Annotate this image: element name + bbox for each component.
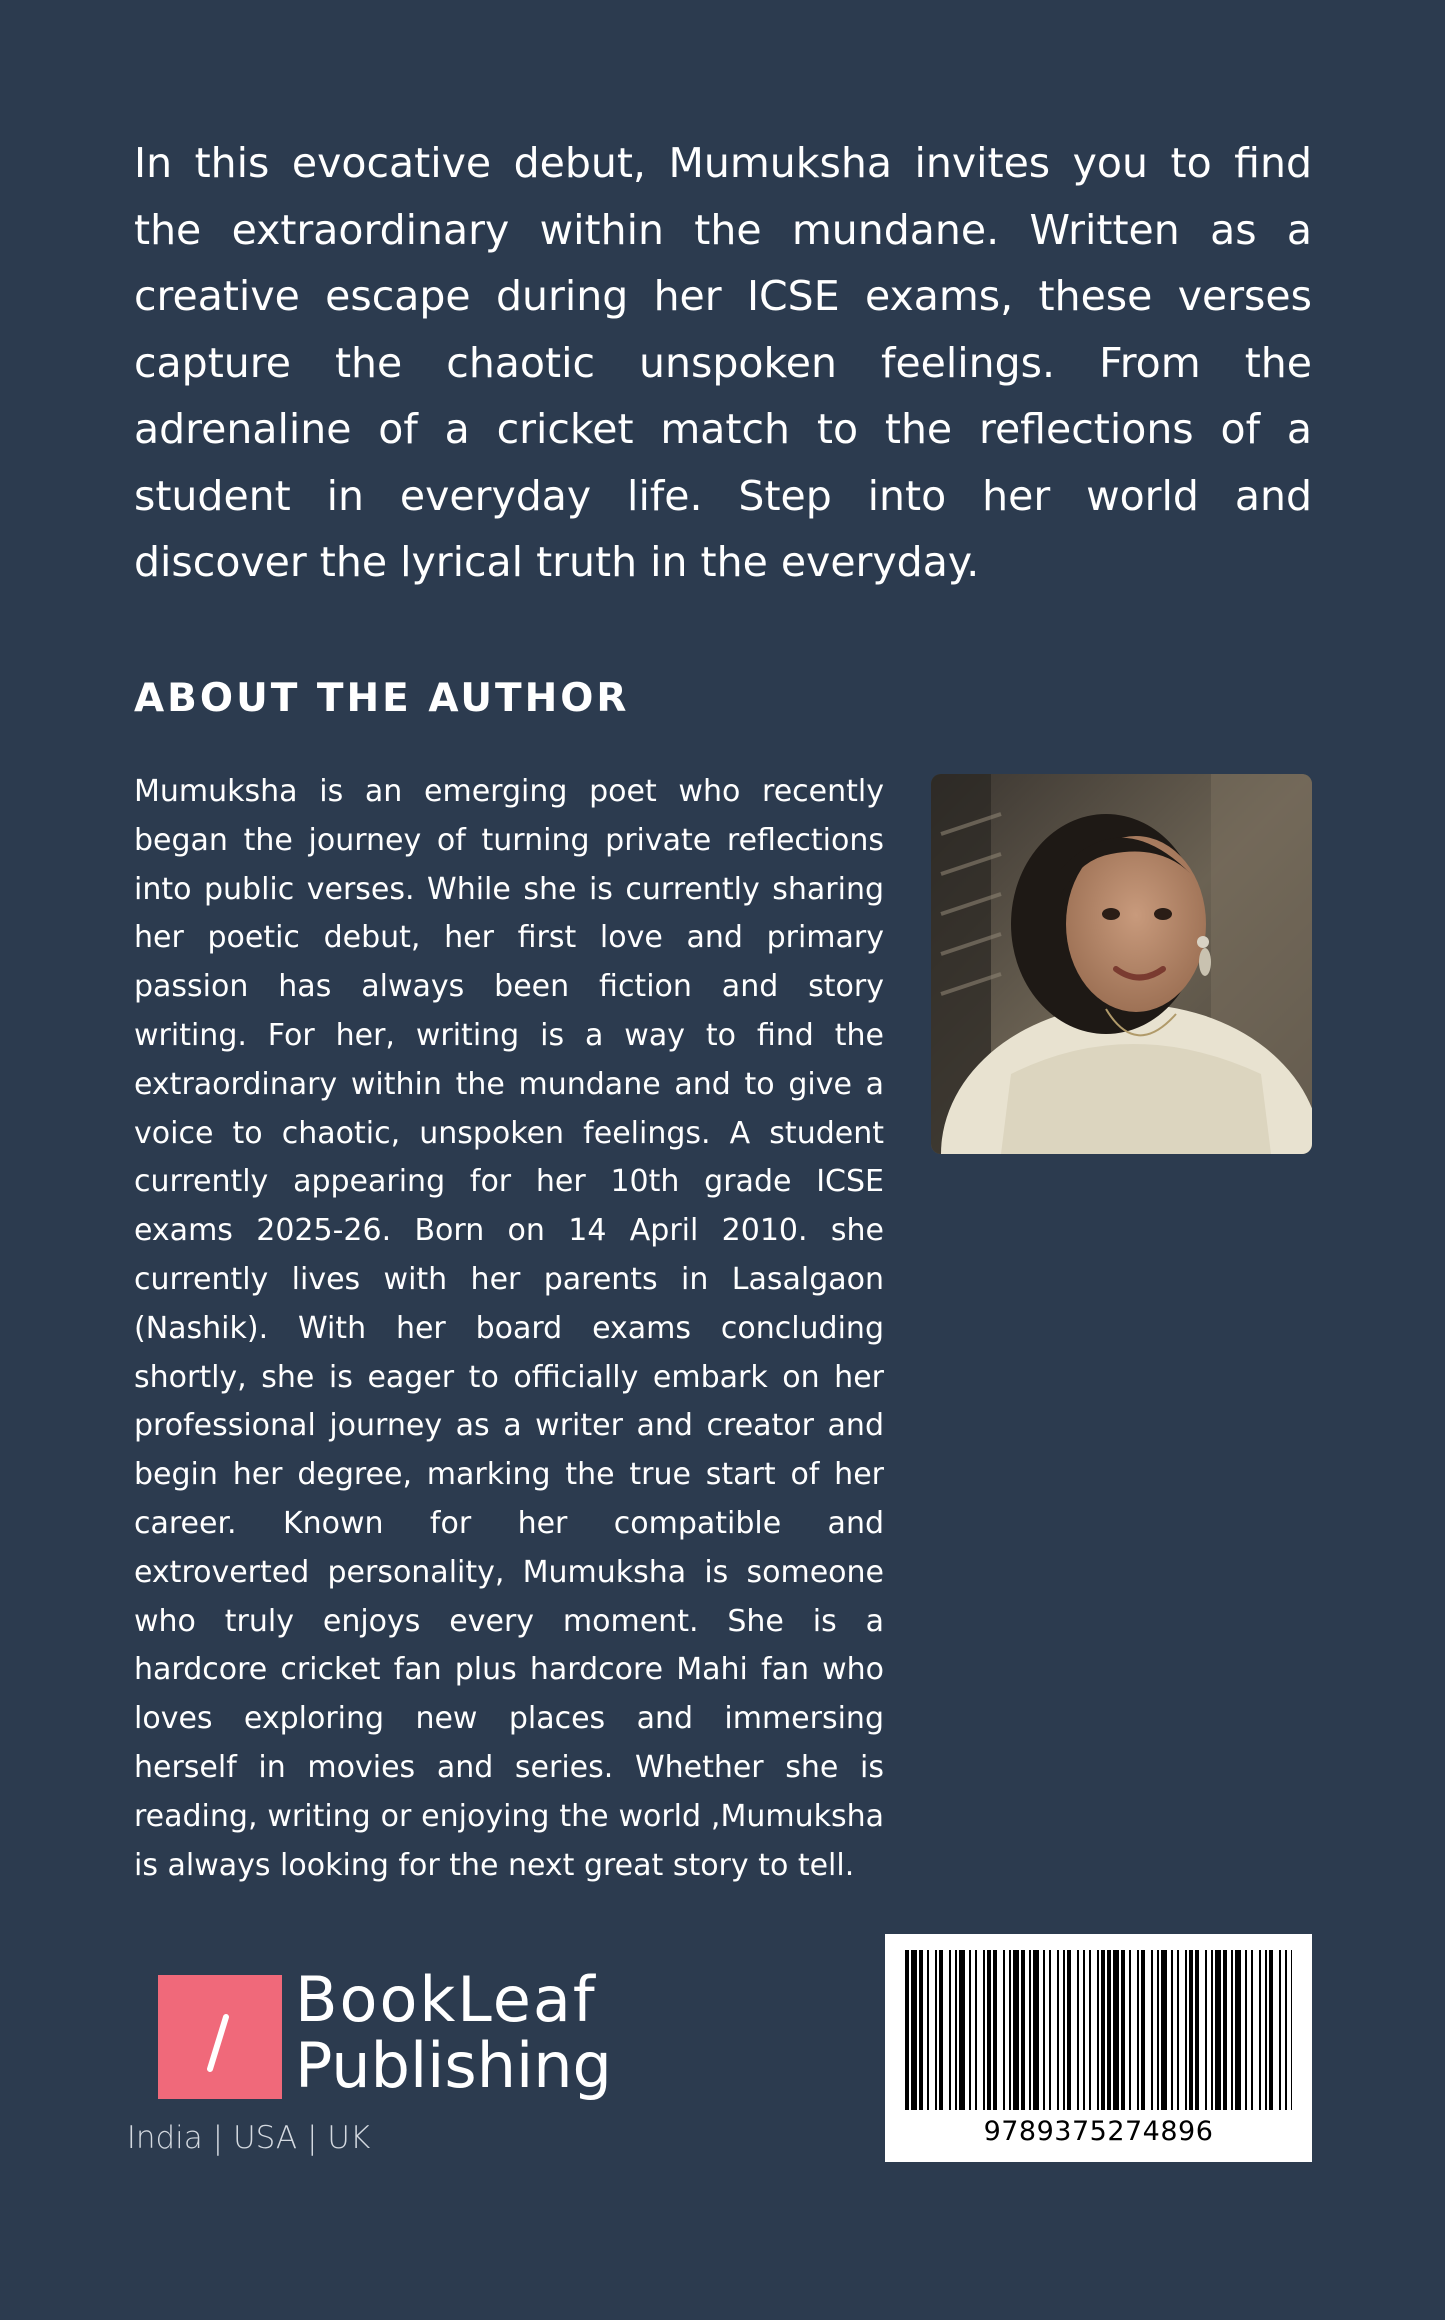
- barcode-bar: [1285, 1950, 1287, 2110]
- barcode-bar: [1043, 1950, 1045, 2110]
- barcode-bar: [939, 1950, 943, 2110]
- leaf-slash-icon: [158, 1975, 282, 2099]
- barcode-bar: [1189, 1950, 1193, 2110]
- barcode-bar: [983, 1950, 985, 2110]
- barcode-bar: [905, 1950, 909, 2110]
- barcode-bar: [1205, 1950, 1207, 2110]
- barcode-bar: [1215, 1950, 1221, 2110]
- barcode-bar: [1195, 1950, 1199, 2110]
- isbn-barcode: [885, 1934, 1312, 2162]
- barcode-bar: [919, 1950, 923, 2110]
- barcode-bar: [1235, 1950, 1241, 2110]
- barcode-bar: [1259, 1950, 1261, 2110]
- barcode-bar: [1265, 1950, 1267, 2110]
- barcode-bar: [1009, 1950, 1011, 2110]
- barcode-bar: [927, 1950, 929, 2110]
- barcode-bar: [949, 1950, 951, 2110]
- barcode-bars-icon: [885, 1934, 1312, 2116]
- barcode-bar: [1121, 1950, 1125, 2110]
- barcode-bar: [1269, 1950, 1273, 2110]
- barcode-bar: [993, 1950, 997, 2110]
- barcode-bar: [1223, 1950, 1227, 2110]
- barcode-bar: [1077, 1950, 1079, 2110]
- barcode-bar: [1003, 1950, 1005, 2110]
- barcode-bar: [935, 1950, 937, 2110]
- barcode-bar: [1089, 1950, 1091, 2110]
- barcode-bar: [1251, 1950, 1253, 2110]
- barcode-bar: [969, 1950, 971, 2110]
- publisher-name-line1: BookLeaf: [295, 1963, 597, 2036]
- author-photo: [931, 774, 1312, 1154]
- barcode-bar: [1211, 1950, 1213, 2110]
- barcode-bar: [1141, 1950, 1145, 2110]
- barcode-bar: [1171, 1950, 1173, 2110]
- barcode-bar: [1067, 1950, 1071, 2110]
- barcode-bar: [1029, 1950, 1031, 2110]
- publisher-regions: India | USA | UK: [126, 2120, 371, 2156]
- barcode-bar: [1177, 1950, 1179, 2110]
- barcode-bar: [955, 1950, 957, 2110]
- about-author-heading: ABOUT THE AUTHOR: [134, 676, 630, 721]
- barcode-bar: [1113, 1950, 1119, 2110]
- publisher-name-line2: Publishing: [295, 2029, 612, 2102]
- barcode-bar: [1185, 1950, 1187, 2110]
- barcode-bar: [1279, 1950, 1281, 2110]
- barcode-bar: [1231, 1950, 1233, 2110]
- barcode-bar: [911, 1950, 917, 2110]
- barcode-bar: [975, 1950, 977, 2110]
- isbn-number: 9789375274896: [983, 2116, 1214, 2147]
- barcode-bar: [1083, 1950, 1085, 2110]
- barcode-bar: [1245, 1950, 1247, 2110]
- barcode-bar: [1129, 1950, 1131, 2110]
- barcode-bar: [1291, 1950, 1292, 2110]
- barcode-bar: [1033, 1950, 1039, 2110]
- barcode-bar: [1151, 1950, 1153, 2110]
- barcode-bar: [987, 1950, 991, 2110]
- barcode-bar: [1013, 1950, 1019, 2110]
- barcode-bar: [1049, 1950, 1051, 2110]
- barcode-bar: [1097, 1950, 1099, 2110]
- book-blurb: In this evocative debut, Mumuksha invites you to find the extraordinary within the mundane. Written as a creative escape during her ICSE exams, these verses capture the chaotic unspoken feelings. From the adrenaline of a cricket match to the reflections of a student in everyday life. Step into her world and discover the lyrical truth in the everyday.: [134, 139, 1312, 586]
- barcode-bar: [1021, 1950, 1025, 2110]
- barcode-bar: [1101, 1950, 1105, 2110]
- barcode-bar: [1057, 1950, 1059, 2110]
- barcode-bar: [1161, 1950, 1167, 2110]
- barcode-bar: [1063, 1950, 1065, 2110]
- barcode-bar: [1107, 1950, 1111, 2110]
- author-bio: Mumuksha is an emerging poet who recently began the journey of turning private reflections into public verses. While she is currently sharing her poetic debut, her first love and primary passion has always been fiction and story writing. For her, writing is a way to find the extraordinary within the mundane and to give a voice to chaotic, unspoken feelings. A student currently appearing for her 10th grade ICSE exams 2025-26. Born on 14 April 2010. she currently lives with her parents in Lasalgaon (Nashik). With her board exams concluding shortly, she is eager to officially embark on her professional journey as a writer and creator and begin her degree, marking the true start of her career. Known for her compatible and extroverted personality, Mumuksha is someone who truly enjoys every moment. She is a hardcore cricket fan plus hardcore Mahi fan who loves exploring new places and immersing herself in movies and series. Whether she is reading, writing or enjoying the world ,Mumuksha is always looking for the next great story to tell.: [134, 774, 884, 1883]
- barcode-bar: [959, 1950, 965, 2110]
- barcode-bar: [1157, 1950, 1159, 2110]
- barcode-bar: [1137, 1950, 1139, 2110]
